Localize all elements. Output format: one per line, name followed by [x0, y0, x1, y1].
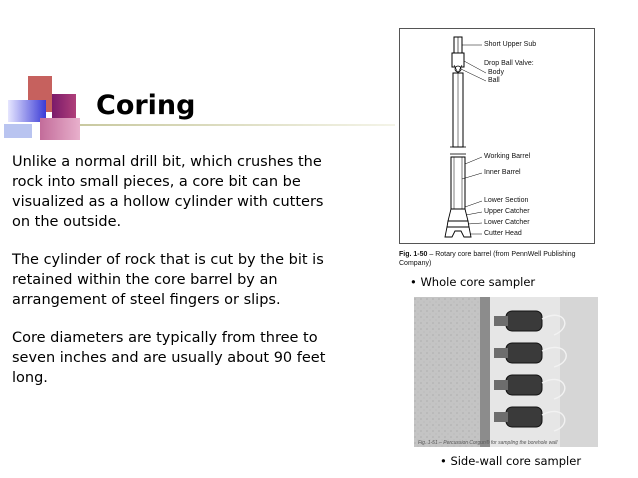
title-underline — [80, 124, 395, 126]
label-upper-catcher: Upper Catcher — [484, 208, 530, 215]
label-cutter-head: Cutter Head — [484, 230, 522, 237]
label-short-upper-sub: Short Upper Sub — [484, 41, 537, 48]
label-drop-ball-valve: Drop Ball Valve: — [484, 60, 534, 67]
paragraph-core-barrel: The cylinder of rock that is cut by the bit is retained within the core barrel by an arrangement of steel fingers or slips. — [12, 252, 324, 308]
figure-1-caption — [399, 250, 599, 268]
figure-1-caption-text: – Rotary core barrel (from PennWell Publishing Company) — [399, 251, 576, 267]
bullet-side-wall-core-sampler: • Side-wall core sampler — [440, 454, 582, 468]
decor-square-pink — [40, 118, 80, 140]
bullet-whole-core-sampler: • Whole core sampler — [410, 275, 536, 289]
label-ball: Ball — [488, 77, 500, 84]
sidewall-sampler-drawing — [414, 297, 598, 447]
figure-1-caption-label: Fig. 1-50 — [399, 251, 428, 258]
label-working-barrel: Working Barrel — [484, 153, 531, 160]
paragraph-core-diameters: Core diameters are typically from three to seven inches and are usually about 90 feet long. — [12, 330, 326, 386]
slide-title: Coring — [96, 90, 196, 121]
label-lower-section: Lower Section — [484, 197, 529, 204]
decor-square-light-blue — [4, 124, 32, 138]
label-inner-barrel: Inner Barrel — [484, 169, 521, 176]
sidewall-sampler-photo — [414, 297, 598, 447]
core-barrel-diagram — [399, 28, 595, 244]
label-lower-catcher: Lower Catcher — [484, 219, 530, 226]
label-body: Body — [488, 69, 504, 76]
paragraph-core-bit: Unlike a normal drill bit, which crushes the rock into small pieces, a core bit can be visualized as a hollow cylinder with cutters on the outside. — [12, 154, 324, 230]
figure-2-caption: Fig. 1-51 – Percussion Corgun® for sampling the borehole wall — [418, 440, 558, 446]
